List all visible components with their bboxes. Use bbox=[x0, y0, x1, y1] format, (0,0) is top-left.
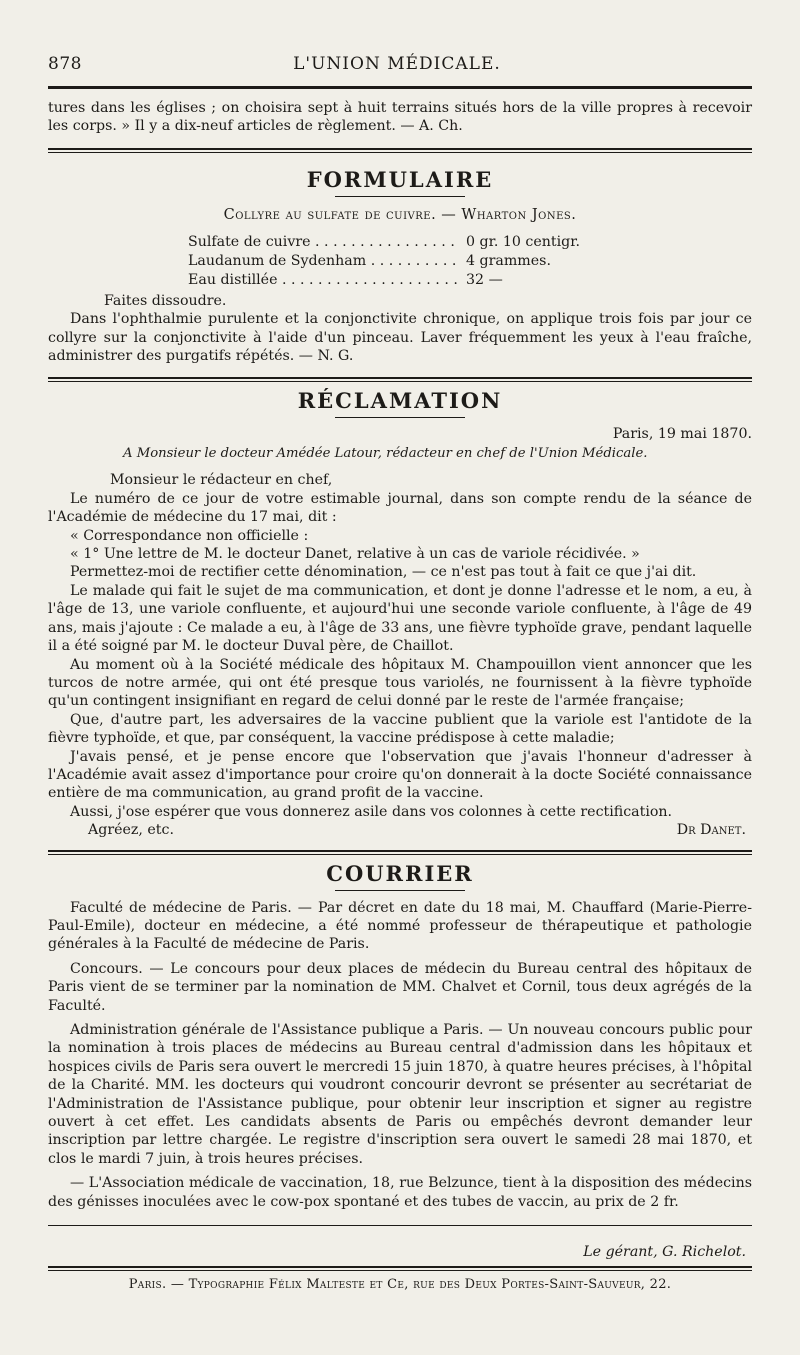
letter-paragraph: Que, d'autre part, les adversaires de la vaccine publient que la variole est l'antidote de la fièvre typhoïde, et que, par conséquent, la vaccine prédispose à cette maladie; bbox=[48, 711, 752, 747]
reclamation-title: RÉCLAMATION bbox=[297, 388, 503, 414]
letter-paragraph: Le numéro de ce jour de votre estimable journal, dans son compte rendu de la séance de l'Académie de médecine du 17 mai, dit : bbox=[48, 490, 752, 526]
ingredient-quantity: 32 — bbox=[458, 271, 628, 290]
title-underline bbox=[335, 417, 465, 418]
ingredient-quantity: 4 grammes. bbox=[458, 252, 628, 271]
header-rule bbox=[48, 86, 752, 89]
courrier-paragraph: Faculté de médecine de Paris. — Par décret en date du 18 mai, M. Chauffard (Marie-Pierre-Paul-Emile), docteur en médecine, a été nommé professeur de thérapeutique et pathologie générales à la Faculté de médecine de Paris. bbox=[48, 899, 752, 953]
letter-paragraph: Au moment où à la Société médicale des hôpitaux M. Champouillon vient annoncer que les turcos de notre armée, qui ont été presque tous variolés, ne fournissent à la fièvre typhoïde qu'un contingent insignifiant en regard de celui donné par le reste de l'armée française; bbox=[48, 656, 752, 710]
running-head bbox=[48, 48, 752, 74]
formulaire-title: FORMULAIRE bbox=[306, 166, 494, 192]
recipe-item bbox=[188, 252, 628, 271]
recipe-instruction: Faites dissoudre. bbox=[104, 292, 227, 309]
section-divider bbox=[48, 850, 752, 855]
ingredient-name: Eau distillée . . . bbox=[188, 271, 458, 290]
letter-salutation: Monsieur le rédacteur en chef, bbox=[110, 472, 333, 489]
page-number: 878 bbox=[48, 54, 82, 74]
letter-paragraph: Permettez-moi de rectifier cette dénomination, — ce n'est pas tout à fait ce que j'ai dit. bbox=[70, 564, 697, 581]
letter-paragraph: Le malade qui fait le sujet de ma communication, et dont je donne l'adresse et le nom, a eu, à l'âge de 13, une variole confluente, et aujourd'hui une seconde variole confluente, à l'âge de 49 ans, mais j'ajoute : Ce malade a eu, à l'âge de 33 ans, une fièvre typhoïde grave, pendant laquelle il a été soigné par M. le docteur Duval père, de Chaillot. bbox=[48, 582, 752, 655]
imprint-rule bbox=[48, 1266, 752, 1271]
recipe-list bbox=[188, 233, 628, 290]
ingredient-name: Sulfate de cuivre . . . bbox=[188, 233, 458, 252]
letter-closing: Agréez, etc. bbox=[88, 822, 174, 839]
letter-paragraph: Aussi, j'ose espérer que vous donnerez asile dans vos colonnes à cette rectification. bbox=[70, 803, 673, 820]
letter-paragraph: J'avais pensé, et je pense encore que l'observation que j'avais l'honneur d'adresser à l'Académie avait assez d'importance pour croire qu'on donnerait à la docte Société connaissance entière de ma communication, au grand profit de la vaccine. bbox=[48, 748, 752, 802]
courrier-paragraph: Concours. — Le concours pour deux places de médecin du Bureau central des hôpitaux de Paris vient de se terminer par la nomination de MM. Chalvet et Cornil, tous deux agrégés de la Faculté. bbox=[48, 960, 752, 1014]
letter-dateline: Paris, 19 mai 1870. bbox=[612, 426, 752, 443]
intro-text: tures dans les églises ; on choisira sept à huit terrains situés hors de la ville propres à recevoir les corps. » Il y a dix-neuf articles de règlement. — A. Ch. bbox=[48, 100, 752, 135]
printer-imprint: Paris. — Typographie Félix Malteste et Ce, rue des Deux Portes-Saint-Sauveur, 22. bbox=[128, 1277, 672, 1293]
courrier-title: COURRIER bbox=[326, 860, 474, 886]
letter-paragraph: « 1° Une lettre de M. le docteur Danet, relative à un cas de variole récidivée. » bbox=[70, 546, 640, 563]
section-divider bbox=[48, 148, 752, 153]
letter-addressee: A Monsieur le docteur Amédée Latour, rédacteur en chef de l'Union Médicale. bbox=[123, 446, 648, 462]
ingredient-quantity: 0 gr. 10 centigr. bbox=[458, 233, 628, 252]
letter-paragraph: « Correspondance non officielle : bbox=[70, 527, 309, 544]
section-divider bbox=[48, 377, 752, 382]
journal-title: L'UNION MÉDICALE. bbox=[293, 54, 501, 74]
title-underline bbox=[335, 890, 465, 891]
letter-signature: Dr Danet. bbox=[676, 822, 746, 839]
gerant-signature: Le gérant, G. Richelot. bbox=[583, 1244, 746, 1261]
courrier-paragraph: Administration générale de l'Assistance publique a Paris. — Un nouveau concours public pour la nomination à trois places de médecins au Bureau central d'admission dans les hôpitaux et hospices civils de Paris sera ouvert le mercredi 15 juin 1870, à quatre heures précises, à l'hôpital de la Charité. MM. les docteurs qui voudront concourir devront se présenter au secrétariat de l'Administration de l'Assistance publique, pour obtenir leur inscription et signer au registre ouvert à cet effet. Les candidats absents de Paris ou empêchés devront demander leur inscription par lettre chargée. Le registre d'inscription sera ouvert le samedi 28 mai 1870, et clos le mardi 7 juin, à trois heures précises. bbox=[48, 1022, 752, 1167]
title-underline bbox=[335, 196, 465, 197]
recipe-usage: Dans l'ophthalmie purulente et la conjonctivite chronique, on applique trois fois par jour ce collyre sur la conjonctivite à l'aide d'un pinceau. Laver fréquemment les yeux à l'eau fraîche, administrer des purgatifs répétés. — N. G. bbox=[48, 311, 752, 365]
letter-signoff bbox=[48, 821, 752, 839]
courrier-paragraph: — L'Association médicale de vaccination, 18, rue Belzunce, tient à la disposition des médecins des génisses inoculées avec le cow-pox spontané et des tubes de vaccin, au prix de 2 fr. bbox=[48, 1175, 752, 1210]
ingredient-name: Laudanum de Sydenham . . . bbox=[188, 252, 458, 271]
formulaire-subtitle: Collyre au sulfate de cuivre. — Wharton Jones. bbox=[223, 206, 577, 223]
footer-rule bbox=[48, 1225, 752, 1226]
recipe-item bbox=[188, 233, 628, 252]
recipe-item bbox=[188, 271, 628, 290]
